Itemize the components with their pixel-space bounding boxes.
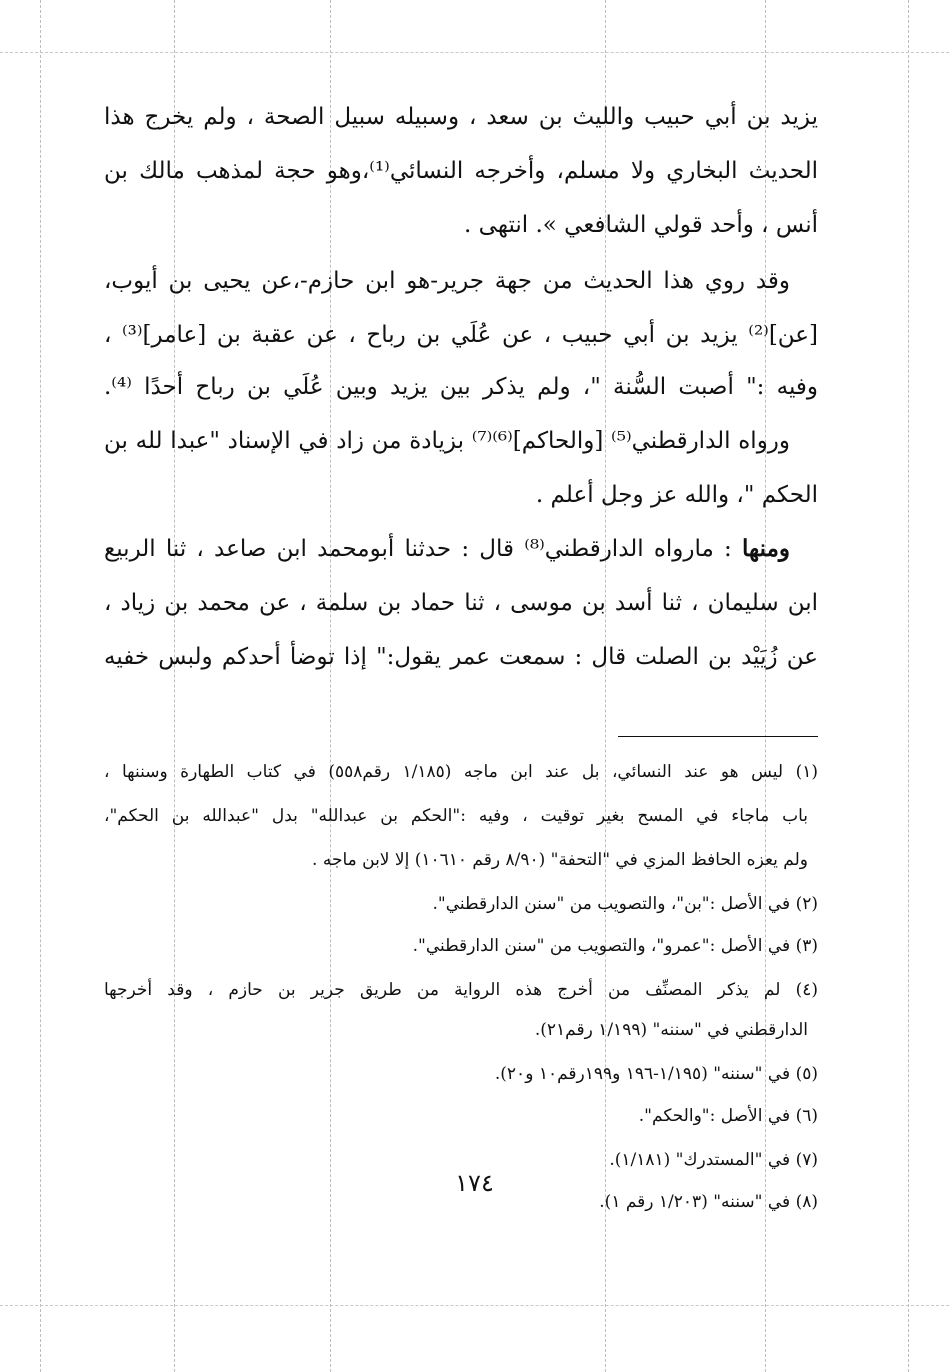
footnote-line: (٦) في الأصل :"والحكم". <box>638 1106 818 1126</box>
body-line: عن زُيَيْد بن الصلت قال : سمعت عمر يقول:" إذا توضأ أحدكم ولبس خفيه <box>104 644 818 670</box>
guide-line <box>40 0 41 1372</box>
footnote-line: (٢) في الأصل :"بن"، والتصويب من "سنن الدارقطني". <box>432 894 818 914</box>
body-line: [عن]⁽²⁾ يزيد بن أبي حبيب ، عن عُلَي بن رباح ، عن عقبة بن [عامر]⁽³⁾ ، <box>104 322 818 348</box>
body-line <box>104 534 790 564</box>
guide-line <box>0 1305 949 1306</box>
page-number: ١٧٤ <box>455 1169 494 1197</box>
footnote-line: (٥) في "سننه" (١/١٩٥-١٩٦ و١٩٩رقم١٠ و٢٠). <box>494 1064 818 1084</box>
body-line: وفيه :" أصبت السُّنة "، ولم يذكر بين يزيد وبين عُلَي بن رباح أحدًا ⁽⁴⁾. <box>104 374 818 400</box>
footnote-line: (٣) في الأصل :"عمرو"، والتصويب من "سنن الدارقطني". <box>412 936 818 956</box>
body-line: ورواه الدارقطني⁽⁵⁾ [والحاكم]⁽⁶⁾⁽⁷⁾ بزيادة من زاد في الإسناد "عبدا لله بن <box>104 428 791 454</box>
guide-line <box>908 0 909 1372</box>
body-line: ابن سليمان ، ثنا أسد بن موسى ، ثنا حماد بن سلمة ، عن محمد بن زياد ، <box>104 590 818 616</box>
body-line: الحديث البخاري ولا مسلم، وأخرجه النسائي⁽¹⁾،وهو حجة لمذهب مالك بن <box>104 158 818 184</box>
footnote-line: (١) ليس هو عند النسائي، بل عند ابن ماجه (١/١٨٥ رقم٥٥٨) في كتاب الطهارة وسننها ، <box>104 762 818 782</box>
footnote-line: باب ماجاء في المسح بغير توقيت ، وفيه :"الحكم بن عبدالله" بدل "عبدالله بن الحكم"، <box>104 806 808 826</box>
footnote-separator <box>618 736 818 737</box>
section-keyword: ومنها <box>742 535 790 562</box>
body-line-text: : مارواه الدارقطني⁽⁸⁾ قال : حدثنا أبومحمد ابن صاعد ، ثنا الربيع <box>104 536 732 562</box>
footnote-line: (٧) في "المستدرك" (١/١٨١). <box>609 1150 818 1170</box>
footnote-line: الدارقطني في "سننه" (١/١٩٩ رقم٢١). <box>534 1020 808 1040</box>
footnote-line: (٤) لم يذكر المصنِّف من أخرج هذه الرواية من طريق جرير بن حازم ، وقد أخرجها <box>104 980 818 1000</box>
body-line: أنس ، وأحد قولي الشافعي ». انتهى . <box>464 212 818 238</box>
footnote-line: (٨) في "سننه" (١/٢٠٣ رقم ١). <box>599 1192 818 1212</box>
body-line: يزيد بن أبي حبيب والليث بن سعد ، وسبيله سبيل الصحة ، ولم يخرج هذا <box>104 104 818 130</box>
footnote-line: ولم يعزه الحافظ المزي في "التحفة" (٨/٩٠ رقم ١٠٦١٠) إلا لابن ماجه . <box>312 850 808 870</box>
body-line: الحكم "، والله عز وجل أعلم . <box>535 482 818 508</box>
guide-line <box>0 52 949 53</box>
body-line: وقد روي هذا الحديث من جهة جرير-هو ابن حازم-،عن يحيى بن أيوب، <box>104 268 790 294</box>
